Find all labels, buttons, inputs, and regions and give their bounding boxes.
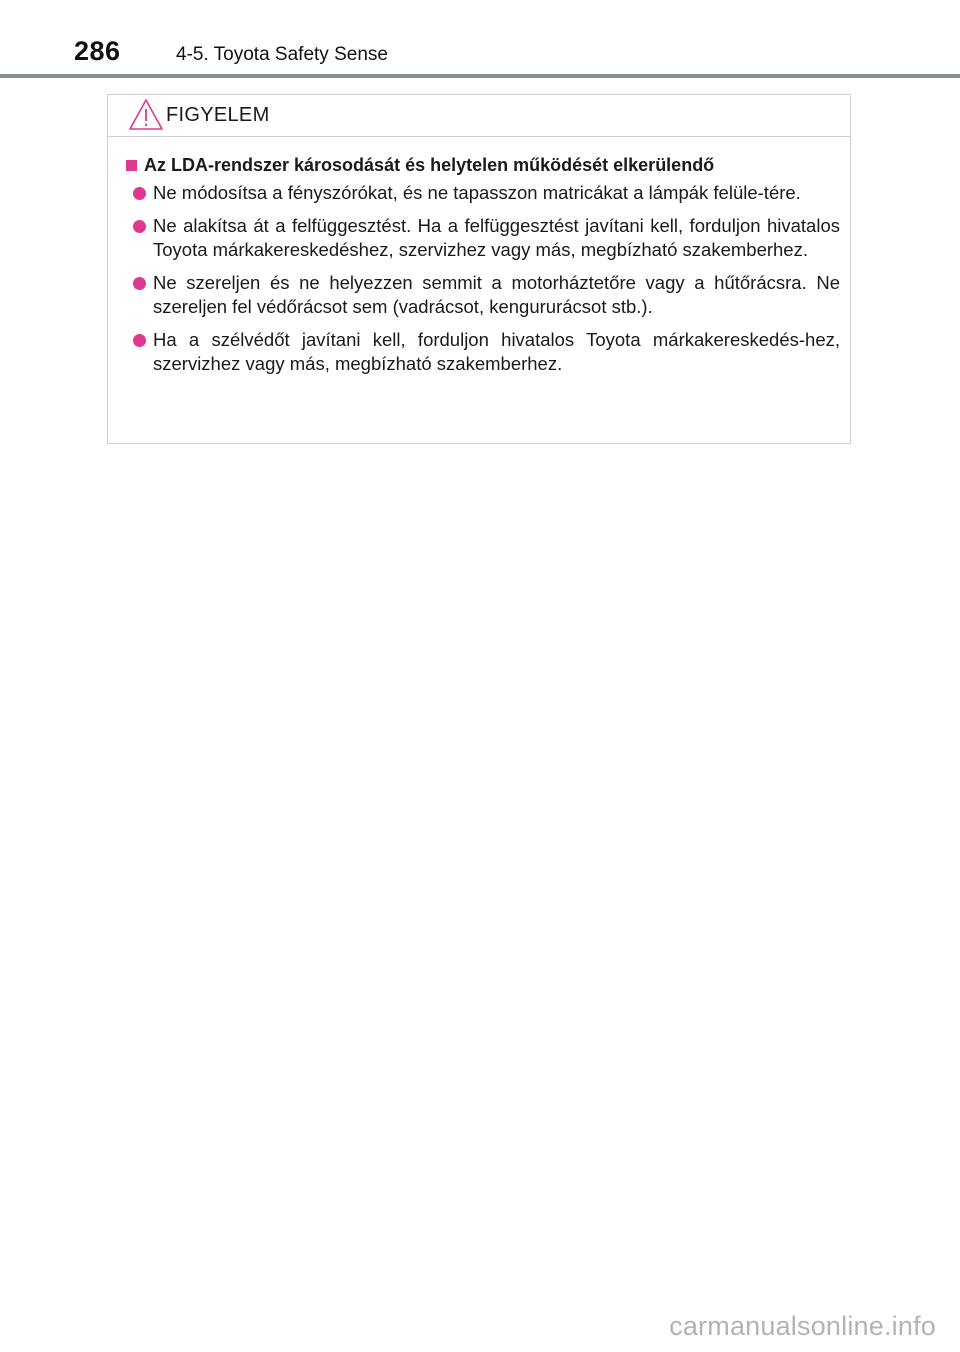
round-bullet-icon	[133, 334, 146, 347]
page-header	[0, 0, 960, 80]
warning-box	[107, 94, 851, 444]
round-bullet-icon	[133, 220, 146, 233]
list-item	[126, 328, 840, 376]
warning-header	[108, 95, 850, 137]
square-bullet-icon	[126, 160, 137, 171]
round-bullet-icon	[133, 277, 146, 290]
list-item-text: Ha a szélvédőt javítani kell, forduljon hivatalos Toyota márkakereskedés-hez, szervizhez vagy más, megbízható szakemberhez.	[153, 329, 840, 374]
header-rule	[0, 74, 960, 78]
list-item	[126, 271, 840, 319]
warning-triangle-icon	[128, 98, 164, 131]
list-item-text: Ne módosítsa a fényszórókat, és ne tapasszon matricákat a lámpák felüle-tére.	[153, 182, 801, 203]
warning-title: FIGYELEM	[166, 104, 270, 126]
warning-body	[108, 137, 850, 376]
list-item	[126, 214, 840, 262]
list-item	[126, 181, 840, 205]
section-title: 4-5. Toyota Safety Sense	[176, 44, 388, 65]
round-bullet-icon	[133, 187, 146, 200]
warning-subheading	[126, 153, 840, 177]
list-item-text: Ne alakítsa át a felfüggesztést. Ha a felfüggesztést javítani kell, forduljon hivatalos Toyota márkakereskedéshez, szervizhez vagy más, megbízható szakemberhez.	[153, 215, 840, 260]
page-number: 286	[74, 36, 121, 66]
warning-subheading-text: Az LDA-rendszer károsodását és helytelen működését elkerülendő	[144, 155, 715, 175]
list-item-text: Ne szereljen és ne helyezzen semmit a motorháztetőre vagy a hűtőrácsra. Ne szereljen fel védőrácsot sem (vadrácsot, kengururácsot stb.).	[153, 272, 840, 317]
watermark: carmanualsonline.info	[669, 1311, 936, 1341]
